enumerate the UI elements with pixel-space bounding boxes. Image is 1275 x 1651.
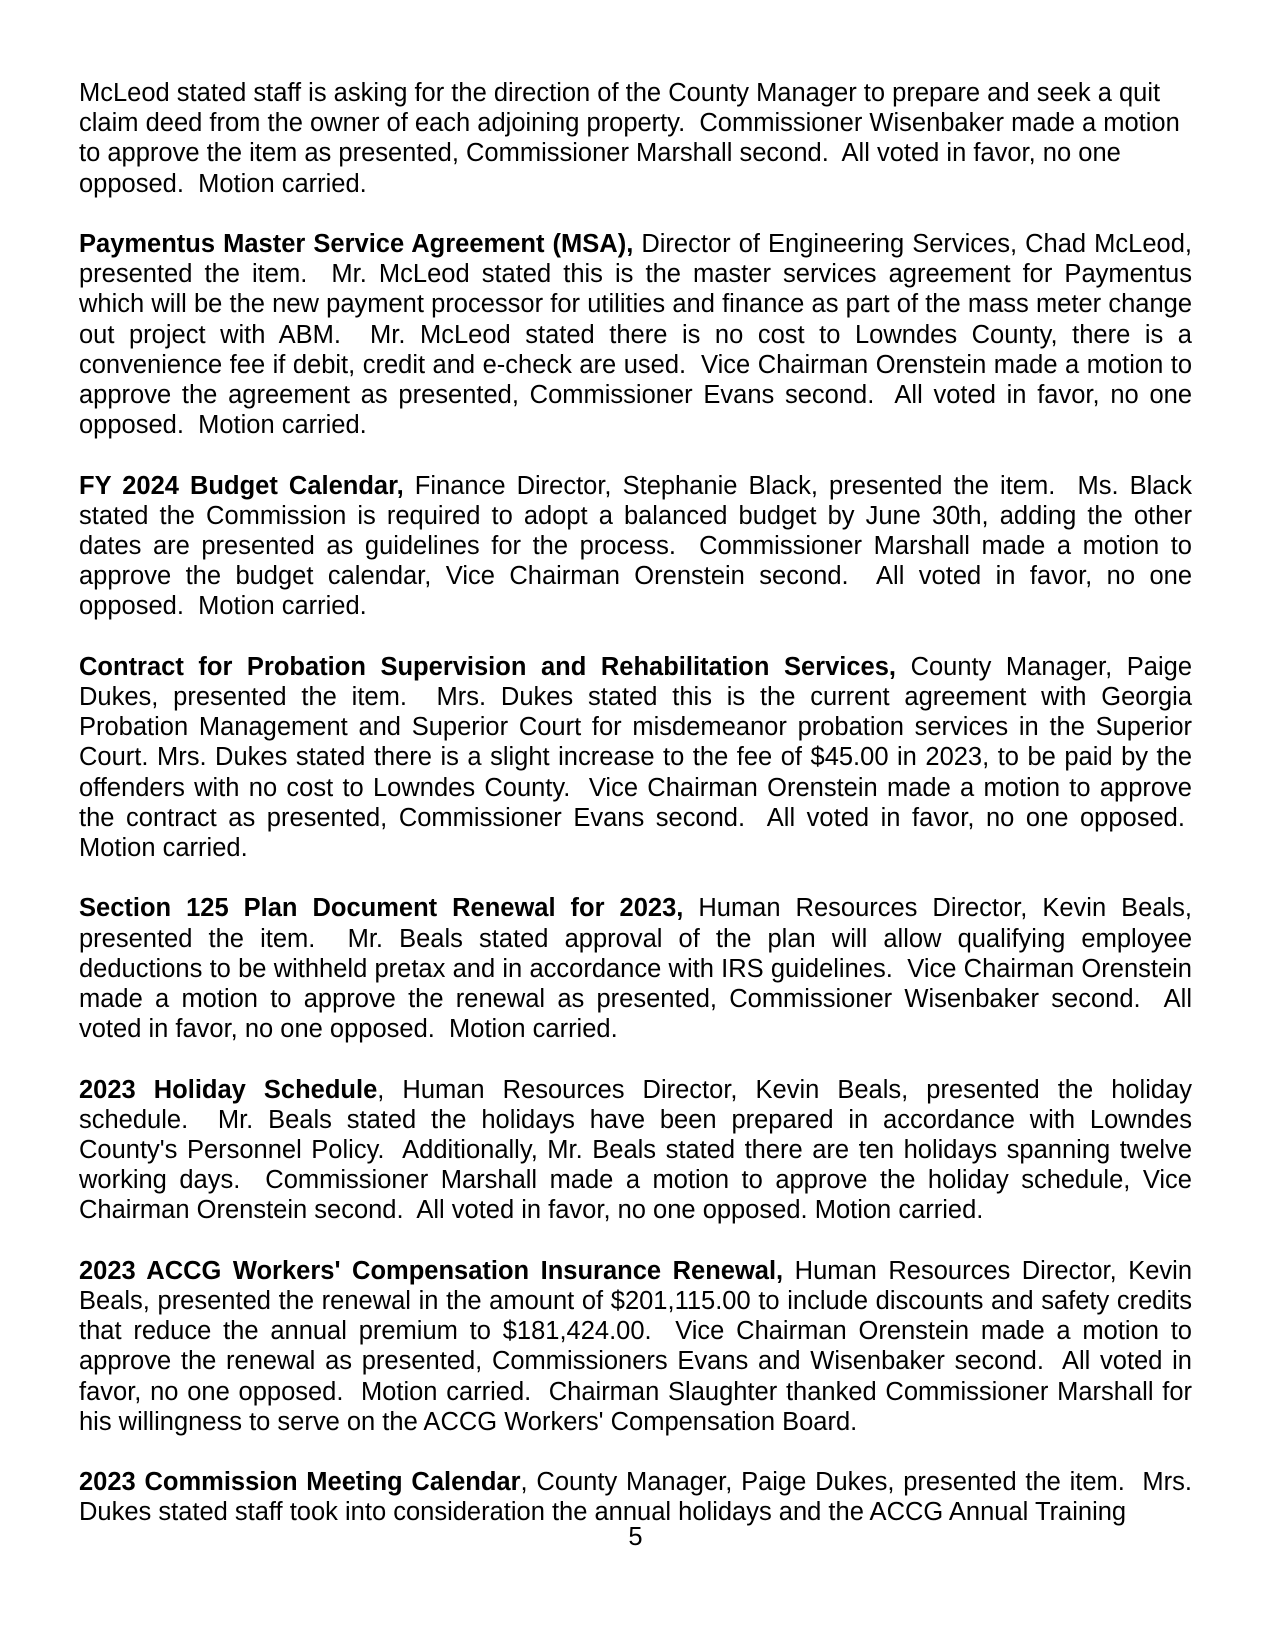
paragraph-quit-claim-deed (79, 78, 1192, 199)
paragraph-body: McLeod stated staff is asking for the direction of the County Manager to prepare and seek a quit claim deed from the owner of each adjoining property. Commissioner Wisenbaker made a motion to approve the item as presented, Commissioner Marshall second. All voted in favor, no one opposed. Motion carried. (79, 79, 1180, 198)
paragraph-lead: 2023 ACCG Workers' Compensation Insurance Renewal, (79, 1256, 784, 1285)
paragraph-body: Human Resources Director, Kevin Beals, presented the renewal in the amount of $201,115.00 to include discounts and safety credits that reduce the annual premium to $181,424.00. Vice Chairman Orenstein made a motion to approve the renewal as presented, Commissioners Evans and Wisenbaker second. All voted in favor, no one opposed. Motion carried. Chairman Slaughter thanked Commissioner Marshall for his willingness to serve on the ACCG Workers' Compensation Board. (79, 1256, 1193, 1436)
paragraph-lead: 2023 Holiday Schedule (79, 1075, 378, 1104)
paragraph-accg-workers-comp-renewal (79, 1256, 1192, 1437)
paragraph-2023-commission-meeting-calendar (79, 1467, 1192, 1527)
page-number: 5 (628, 1523, 643, 1551)
paragraph-body: Finance Director, Stephanie Black, presented the item. Ms. Black stated the Commission is required to adopt a balanced budget by June 30th, adding the other dates are presented as guidelines for the process. Commissioner Marshall made a motion to approve the budget calendar, Vice Chairman Orenstein second. All voted in favor, no one opposed. Motion carried. (79, 471, 1192, 621)
paragraph-lead: 2023 Commission Meeting Calendar (79, 1468, 521, 1497)
paragraph-body: Director of Engineering Services, Chad McLeod, presented the item. Mr. McLeod stated this is the master services agreement for Paymentus which will be the new payment processor for utilities and finance as part of the mass meter change out project with ABM. Mr. McLeod stated there is no cost to Lowndes County, there is a convenience fee if debit, credit and e-check are used. Vice Chairman Orenstein made a motion to approve the agreement as presented, Commissioner Evans second. All voted in favor, no one opposed. Motion carried. (79, 230, 1192, 440)
paragraph-body: County Manager, Paige Dukes, presented the item. Mrs. Dukes stated this is the current agreement with Georgia Probation Management and Superior Court for misdemeanor probation services in the Superior Court. Mrs. Dukes stated there is a slight increase to the fee of $45.00 in 2023, to be paid by the offenders with no cost to Lowndes County. Vice Chairman Orenstein made a motion to approve the contract as presented, Commissioner Evans second. All voted in favor, no one opposed. Motion carried. (79, 652, 1192, 863)
paragraph-2023-holiday-schedule (79, 1075, 1192, 1226)
paragraph-lead: FY 2024 Budget Calendar, (79, 471, 404, 500)
paragraph-probation-services-contract (79, 652, 1192, 863)
paragraph-section-125-plan-renewal (79, 893, 1192, 1044)
paragraph-lead: Contract for Probation Supervision and Rehabilitation Services, (79, 652, 897, 681)
paragraph-body: , County Manager, Paige Dukes, presented the item. Mrs. Dukes stated staff took into consideration the annual holidays and the ACCG Annual Training (79, 1468, 1192, 1527)
paragraph-body: Human Resources Director, Kevin Beals, presented the item. Mr. Beals stated approval of the plan will allow qualifying employee deductions to be withheld pretax and in accordance with IRS guidelines. Vice Chairman Orenstein made a motion to approve the renewal as presented, Commissioner Wisenbaker second. All voted in favor, no one opposed. Motion carried. (79, 894, 1192, 1044)
paragraph-paymentus-msa (79, 229, 1192, 440)
minutes-text-block (79, 78, 1192, 1558)
paragraph-body: , Human Resources Director, Kevin Beals, presented the holiday schedule. Mr. Beals stated the holidays have been prepared in accordance with Lowndes County's Personnel Policy. Additionally, Mr. Beals stated there are ten holidays spanning twelve working days. Commissioner Marshall made a motion to approve the holiday schedule, Vice Chairman Orenstein second. All voted in favor, no one opposed. Motion carried. (79, 1075, 1193, 1225)
paragraph-fy2024-budget-calendar (79, 471, 1192, 622)
paragraph-lead: Section 125 Plan Document Renewal for 2023, (79, 894, 684, 923)
paragraph-lead: Paymentus Master Service Agreement (MSA), (79, 230, 634, 258)
